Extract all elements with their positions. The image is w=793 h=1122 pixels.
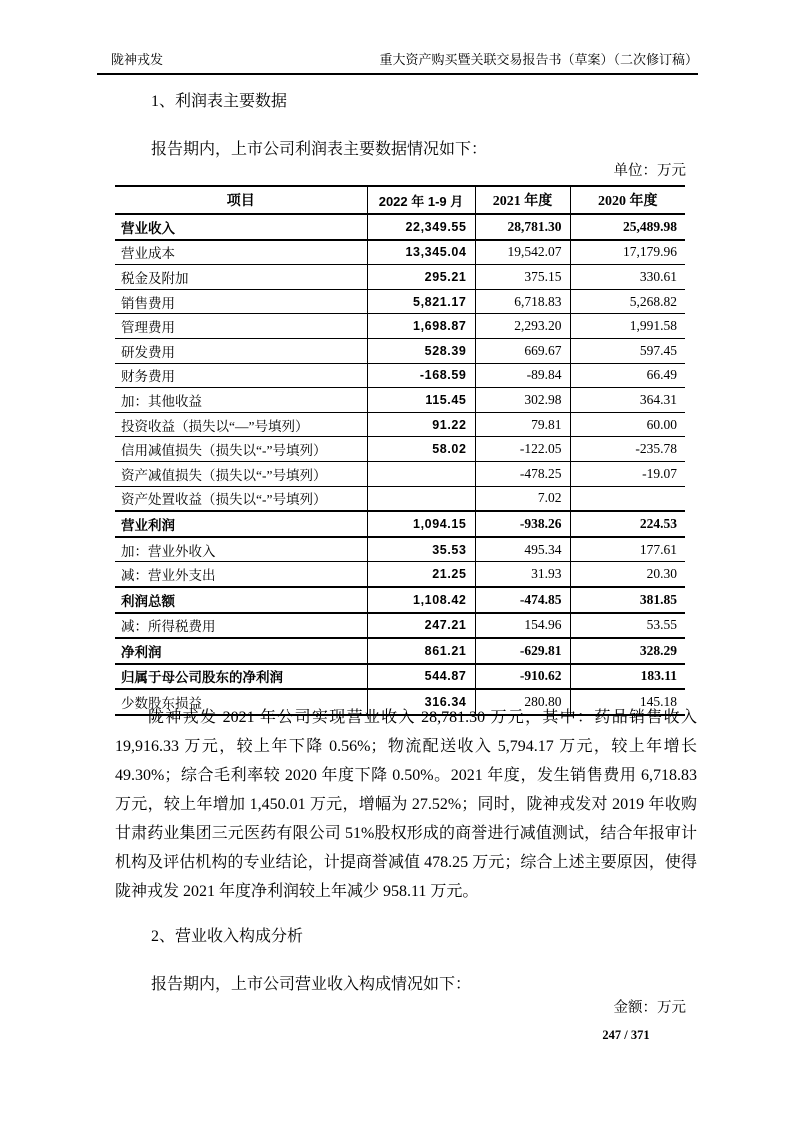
value-2020-cell: 597.45 [570, 338, 685, 363]
value-2021-cell: 669.67 [475, 338, 570, 363]
item-cell: 营业利润 [115, 511, 367, 537]
value-2020-cell: 224.53 [570, 511, 685, 537]
value-2022-cell: 1,698.87 [367, 314, 475, 339]
value-2021-cell: 79.81 [475, 412, 570, 437]
value-2022-cell: 13,345.04 [367, 240, 475, 265]
value-2020-cell: 66.49 [570, 363, 685, 388]
value-2022-cell: 5,821.17 [367, 289, 475, 314]
value-2020-cell: 60.00 [570, 412, 685, 437]
value-2022-cell: 1,094.15 [367, 511, 475, 537]
item-cell: 营业收入 [115, 214, 367, 240]
value-2021-cell: 19,542.07 [475, 240, 570, 265]
value-2020-cell: -235.78 [570, 437, 685, 462]
value-2020-cell: 145.18 [570, 689, 685, 715]
table-row [115, 437, 685, 462]
value-2021-cell: 280.80 [475, 689, 570, 715]
value-2022-cell: 115.45 [367, 388, 475, 413]
item-cell: 利润总额 [115, 587, 367, 613]
item-cell: 资产减值损失（损失以“-”号填列） [115, 461, 367, 486]
item-cell: 加：其他收益 [115, 388, 367, 413]
table-row [115, 388, 685, 413]
value-2021-cell: 6,718.83 [475, 289, 570, 314]
page-number: 247 / 371 [602, 1028, 650, 1042]
section-1-intro: 报告期内，上市公司利润表主要数据情况如下： [151, 141, 488, 158]
value-2021-cell: -910.62 [475, 664, 570, 690]
value-2021-cell: 154.96 [475, 613, 570, 639]
value-2022-cell [367, 461, 475, 486]
table-row [115, 638, 685, 664]
section-2-intro: 报告期内，上市公司营业收入构成情况如下： [151, 976, 472, 993]
table-row [115, 314, 685, 339]
value-2020-cell: 183.11 [570, 664, 685, 690]
value-2022-cell: 22,349.55 [367, 214, 475, 240]
value-2020-cell: 364.31 [570, 388, 685, 413]
value-2020-cell: 20.30 [570, 562, 685, 587]
header-doc-title: 重大资产购买暨关联交易报告书（草案）（二次修订稿） [379, 52, 698, 67]
item-cell: 少数股东损益 [115, 689, 367, 715]
value-2021-cell: -122.05 [475, 437, 570, 462]
value-2021-cell: 28,781.30 [475, 214, 570, 240]
amount-unit-label: 金额：万元 [613, 1000, 686, 1016]
value-2021-cell: 375.15 [475, 265, 570, 290]
value-2020-cell: 53.55 [570, 613, 685, 639]
value-2020-cell [570, 486, 685, 511]
item-cell: 研发费用 [115, 338, 367, 363]
table-row [115, 537, 685, 562]
table-row [115, 265, 685, 290]
item-cell: 减：所得税费用 [115, 613, 367, 639]
item-cell: 信用减值损失（损失以“-”号填列） [115, 437, 367, 462]
value-2020-cell: 177.61 [570, 537, 685, 562]
value-2021-cell: 302.98 [475, 388, 570, 413]
table-row [115, 240, 685, 265]
section-2-heading: 2、营业收入构成分析 [151, 928, 304, 945]
value-2021-cell: 31.93 [475, 562, 570, 587]
table-row [115, 587, 685, 613]
table-row [115, 412, 685, 437]
value-2020-cell: 330.61 [570, 265, 685, 290]
table-row [115, 289, 685, 314]
item-cell: 净利润 [115, 638, 367, 664]
value-2020-cell: 25,489.98 [623, 218, 677, 234]
header-company-name: 陇神戎发 [111, 52, 164, 67]
value-2022-cell: 21.25 [367, 562, 475, 587]
value-2022-cell: 528.39 [367, 338, 475, 363]
section-1-heading: 1、利润表主要数据 [151, 93, 288, 110]
column-header-2021: 2021 年度 [475, 186, 570, 214]
analysis-paragraph: 陇神戎发 2021 年公司实现营业收入 28,781.30 万元，其中：药品销售收入 19,916.33 万元，较上年下降 0.56%；物流配送收入 5,794.17 万元，较上年增长 49.30%；综合毛利率较 2020 年度下降 0.50%。2021 年度，发生销售费用 6,718.83 万元，较上年增加 1,450.01 万元，增幅为 27.52%；同时，陇神戎发对 2019 年收购甘肃药业集团三元医药有限公司 51%股权形成的商誉进行减值测试，结合年报审计机构及评估机构的专业结论，计提商誉减值 478.25 万元；综合上述主要原因，使得陇神戎发 2021 年度净利润较上年减少 958.11 万元。 [115, 709, 697, 900]
table-row [115, 338, 685, 363]
item-cell: 财务费用 [115, 363, 367, 388]
value-2020-cell: 381.85 [570, 587, 685, 613]
value-2022-cell: 247.21 [367, 613, 475, 639]
table-row [115, 562, 685, 587]
value-2021-cell: -89.84 [475, 363, 570, 388]
value-2021-cell: -938.26 [475, 511, 570, 537]
table-row [115, 613, 685, 639]
value-2022-cell [367, 486, 475, 511]
value-2022-cell: 58.02 [367, 437, 475, 462]
table-row [115, 486, 685, 511]
table-row [115, 461, 685, 486]
value-2021-cell: -629.81 [475, 638, 570, 664]
table-row [115, 511, 685, 537]
value-2021-cell: 7.02 [475, 486, 570, 511]
value-2020-cell: 328.29 [570, 638, 685, 664]
value-2022-cell: 861.21 [367, 638, 475, 664]
table-header-row [115, 186, 685, 214]
item-cell: 税金及附加 [115, 265, 367, 290]
value-2022-cell: 544.87 [367, 664, 475, 690]
table-row [115, 664, 685, 690]
value-2021-cell: 2,293.20 [475, 314, 570, 339]
value-2021-cell: -474.85 [475, 587, 570, 613]
value-2021-cell: 495.34 [475, 537, 570, 562]
column-header-2022: 2022 年 1-9 月 [367, 186, 475, 214]
value-2022-cell: 91.22 [367, 412, 475, 437]
item-cell: 销售费用 [115, 289, 367, 314]
item-cell: 营业成本 [115, 240, 367, 265]
value-2022-cell: 35.53 [367, 537, 475, 562]
value-2021-cell: -478.25 [475, 461, 570, 486]
value-2020-cell: 1,991.58 [570, 314, 685, 339]
value-2022-cell: 316.34 [367, 689, 475, 715]
item-cell: 管理费用 [115, 314, 367, 339]
value-2020-cell: 17,179.96 [570, 240, 685, 265]
value-2022-cell: 295.21 [367, 265, 475, 290]
column-header-item: 项目 [115, 186, 367, 214]
item-cell: 资产处置收益（损失以“-”号填列） [115, 486, 367, 511]
table-row [115, 363, 685, 388]
value-2022-cell: -168.59 [367, 363, 475, 388]
item-cell: 减：营业外支出 [115, 562, 367, 587]
item-cell: 投资收益（损失以“—”号填列） [115, 412, 367, 437]
item-cell: 归属于母公司股东的净利润 [115, 664, 367, 690]
value-2022-cell: 1,108.42 [367, 587, 475, 613]
page-header [97, 52, 698, 75]
unit-label: 单位：万元 [613, 163, 686, 179]
value-2020-cell: 5,268.82 [570, 289, 685, 314]
table-row [115, 214, 685, 240]
profit-statement-table [115, 185, 685, 716]
column-header-2020: 2020 年度 [570, 186, 685, 214]
value-2020-cell: -19.07 [570, 461, 685, 486]
item-cell: 加：营业外收入 [115, 537, 367, 562]
